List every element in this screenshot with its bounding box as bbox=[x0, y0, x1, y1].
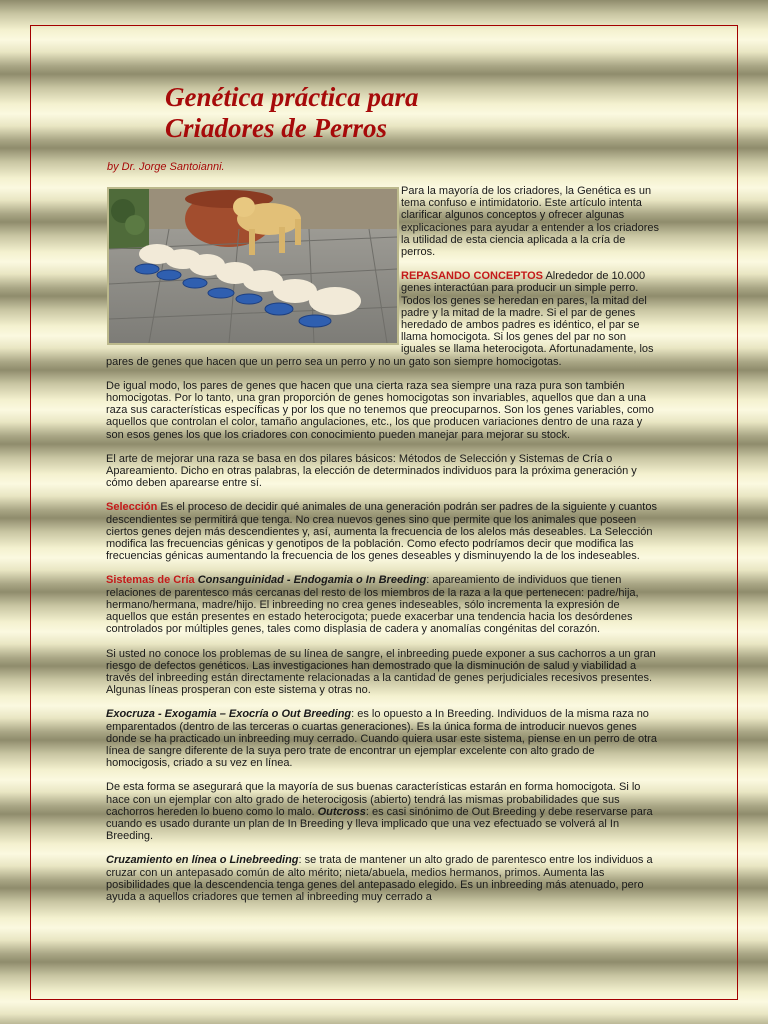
breeding-pillars-paragraph bbox=[106, 453, 660, 490]
outbreeding-paragraph bbox=[106, 708, 660, 769]
bloodline-text: Si usted no conoce los problemas de su línea de sangre, el inbreeding puede exponer a sus cachorros a un gran riesgo de defectos genéticos. Las investigaciones han demostrado que la disminución de salud y viabilidad a través del inbreeding están directamente relacionadas a la cantidad de genes perjudiciales recesivos presentes. Algunas líneas prosperan con este sistema y otras no. bbox=[106, 647, 656, 697]
homozygous-text: De igual modo, los pares de genes que hacen que una cierta raza sea siempre una raza pura son también homocigotas. Por lo tanto, una gran proporción de genes homocigotas son invariables, aquellos que dan a una raza sus características específicas y por los que no tenemos que preocuparnos. Son los genes variables, como aquellos que controlan el color, tamaño angulaciones, etc., los que producen variaciones dentro de una raza y son esos genes los que los criadores con conocimiento pueden manejar para mejorar su stock. bbox=[106, 379, 654, 441]
homozygous-paragraph bbox=[106, 380, 660, 441]
selection-heading: Selección bbox=[106, 501, 158, 514]
outcross-paragraph bbox=[106, 781, 660, 842]
page-title bbox=[165, 82, 418, 144]
outcross-text: : es casi sinónimo de Out Breeding y debe reservarse para cuando es usado durante un plan de In Breeding y lleva implicado que una vez efectuado se volverá al In Breeding. bbox=[106, 805, 653, 843]
author-byline: by Dr. Jorge Santoianni. bbox=[107, 161, 225, 173]
intro-text: Para la mayoría de los criadores, la Genética es un tema confuso e intimidatorio. Este artículo intenta clarificar algunos conceptos y ofrecer algunas explicaciones para ayudar a entender a los criadores la utilidad de esta ciencia aplicada a la cría de perros. bbox=[401, 185, 660, 259]
inbreeding-term: Consanguinidad - Endogamia o In Breeding bbox=[194, 574, 427, 587]
bloodline-paragraph bbox=[106, 648, 660, 697]
title-line-2: Criadores de Perros bbox=[165, 113, 387, 143]
selection-text: Es el proceso de decidir qué animales de una generación podrán ser padres de la siguiente y cuantos descendientes se permitirá que tenga. No crea nuevos genes sino que permite que los animales que poseen ciertos genes dejen más descendientes y, así, aumenta la frecuencia de los alelos más deseables. La Selección modifica las frecuencias génicas y genotipos de la población. Como efecto podríamos decir que modifica las frecuencias génicas aumentando la frecuencia de los genes deseables y disminuyendo la de los indeseables. bbox=[106, 501, 657, 563]
breeding-pillars-text: El arte de mejorar una raza se basa en dos pilares básicos: Métodos de Selección y Sistemas de Cría o Apareamiento. Dicho en otras palabras, la elección de determinados individuos para la próxima generación y cómo deben aparearse entre sí. bbox=[106, 452, 637, 490]
breeding-systems-paragraph bbox=[106, 574, 660, 635]
linebreeding-term: Cruzamiento en línea o Linebreeding bbox=[106, 854, 299, 867]
linebreeding-text: : se trata de mantener un alto grado de parentesco entre los individuos a cruzar con un antepasado común de alto mérito; nieta/abuela, medios hermanos, primos. Aumenta las posibilidades que la descendencia tenga genes del antepasado elegido. Es un inbreeding más atenuado, pero ayuda a aquellos criadores que temen al inbreeding muy cerrado a bbox=[106, 854, 653, 903]
outbreeding-text: : es lo opuesto a In Breeding. Individuos de la misma raza no emparentados (dentro de las terceras o cuartas generaciones). Es la única forma de introducir nuevos genes donde se ha practicado un inbreeding muy cerrado. Cuando quiera usar este sistema, piense en un perro de otra línea de sangre diferente de la suya pero trate de encontrar un ejemplar excelente con alto grado de homocigosis, criado a su vez en línea. bbox=[106, 708, 657, 770]
concepts-text: Alrededor de 10.000 genes interactúan para producir un simple perro. Todos los genes se heredan en pares, la mitad del padre y la mitad de la madre. Si el par de genes heredado de ambos padres es idéntico, el par se llama homocigota. Si los genes del par no son iguales se llama heterocigota. Afortunadamente, los pares de genes que hacen que un perro sea un perro y no un gato son siempre homocigotas. bbox=[106, 270, 654, 368]
article-body bbox=[106, 185, 660, 915]
outbreeding-term: Exocruza - Exogamia – Exocría o Out Breeding bbox=[106, 708, 352, 721]
breeding-systems-heading: Sistemas de Cría bbox=[106, 574, 195, 587]
image-spacer bbox=[106, 185, 401, 351]
linebreeding-paragraph bbox=[106, 854, 660, 903]
concepts-heading: REPASANDO CONCEPTOS bbox=[401, 270, 544, 283]
selection-paragraph bbox=[106, 501, 660, 562]
inbreeding-text: : apareamiento de individuos que tienen relaciones de parentesco más cercanas del resto de los miembros de la raza a la que pertenecen: padre/hija, hermano/hermana, madre/hijo. El inbreeding no crea genes indeseables, sólo incrementa la expresión de aquellos que están presentes en estado heterocigota; puede exacerbar una tendencia hacia los desórdenes controlados por múltiples genes, tales como displasia de cadera y anomalías congénitas del corazón. bbox=[106, 574, 639, 636]
title-line-1: Genética práctica para bbox=[165, 82, 419, 112]
outcross-intro-text: De esta forma se asegurará que la mayoría de sus buenas características estarán en forma homocigota. Si lo hace con un ejemplar con alto grado de heterocigosis (abierto) tendrá las mismas probabilidades que sus cachorros hereden lo bueno como lo malo. bbox=[106, 781, 641, 818]
outcross-term: Outcross bbox=[317, 805, 366, 818]
